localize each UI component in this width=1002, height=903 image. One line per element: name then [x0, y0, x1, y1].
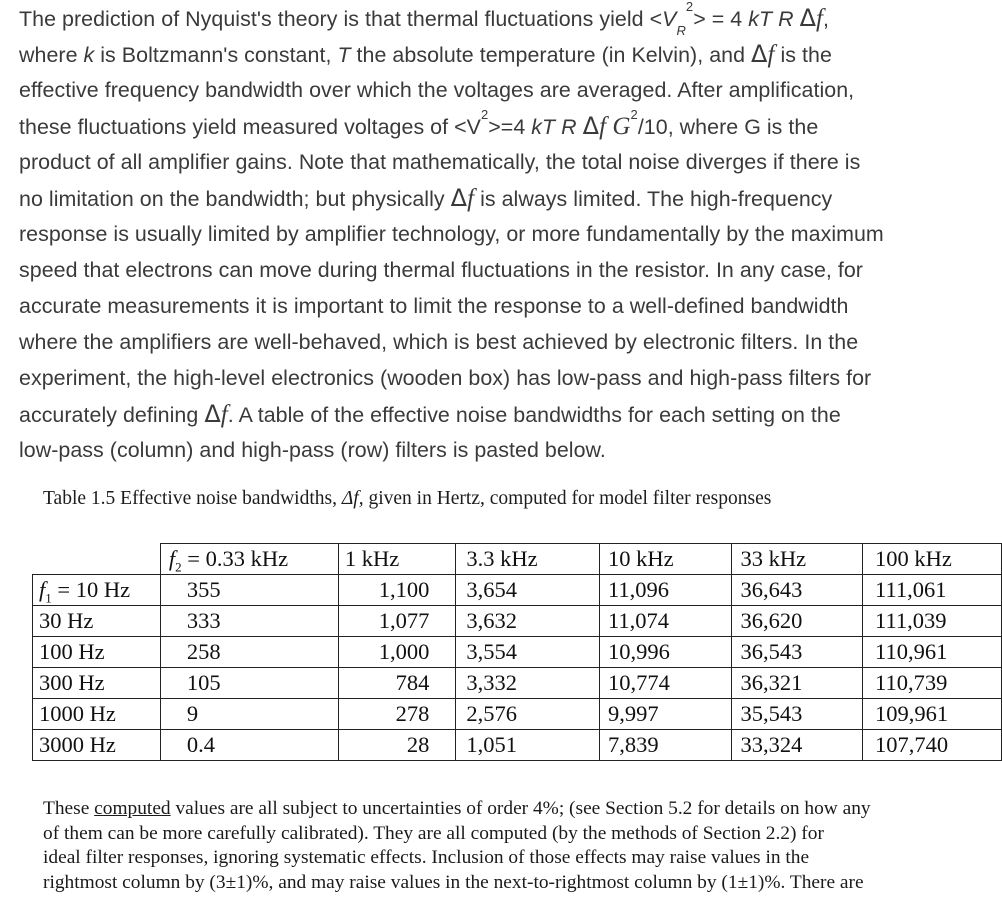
table-cell: 109,961 [863, 699, 1002, 730]
table-cell: 9,997 [599, 699, 732, 730]
table-cell: 10,774 [599, 668, 732, 699]
table-row [33, 730, 1002, 761]
table-cell: 355 [160, 575, 338, 606]
table-cell: 111,061 [863, 575, 1002, 606]
notes-line-1 [43, 797, 983, 822]
table-cell: 3,654 [456, 575, 600, 606]
intro-line-10: where the amplifiers are well-behaved, which is best achieved by electronic filters. In the [19, 330, 859, 354]
intro-var-f: f [816, 5, 824, 32]
table-cell: 28 [338, 730, 455, 761]
row-header: 3000 Hz [33, 730, 161, 761]
table-cell: 3,632 [456, 606, 600, 637]
table-cell: 10,996 [599, 637, 732, 668]
col-first-label: = 0.33 kHz [181, 546, 289, 571]
table-cell: 36,543 [732, 637, 863, 668]
table-row [33, 575, 1002, 606]
col-symbol: f [168, 546, 176, 571]
intro-sup: 2 [480, 106, 489, 122]
column-header: 1 kHz [338, 544, 455, 575]
intro-paragraph [19, 0, 994, 468]
intro-text: is the [774, 43, 832, 67]
notes-underlined: computed [94, 798, 171, 819]
col-symbol-sub: 2 [175, 559, 182, 575]
table-cell: 35,543 [732, 699, 863, 730]
row-symbol: f [39, 577, 46, 602]
intro-text: the absolute temperature (in Kelvin), and [350, 43, 752, 67]
row-header: 1000 Hz [33, 699, 161, 730]
table-cell: 110,961 [863, 637, 1002, 668]
column-header [160, 544, 338, 575]
intro-text: > = 4 [693, 7, 749, 31]
table-cell: 11,074 [599, 606, 732, 637]
caption-symbol: Δf, [341, 488, 364, 509]
table-cell: 7,839 [599, 730, 732, 761]
intro-sub-r: R [676, 23, 686, 39]
table-row [33, 606, 1002, 637]
table-row [33, 637, 1002, 668]
bandwidth-table [32, 543, 1002, 761]
row-symbol-sub: 1 [45, 590, 52, 606]
intro-line-11: experiment, the high-level electronics (wooden box) has low-pass and high-pass filters for [19, 366, 872, 390]
delta-symbol: Δf [204, 400, 228, 428]
intro-var-ktr: kT R [531, 115, 577, 139]
intro-text: is always limited. The high-frequency [474, 187, 833, 211]
intro-text: where [19, 43, 84, 67]
intro-text: no limitation on the bandwidth; but physically [19, 187, 451, 211]
row-header: 300 Hz [33, 668, 161, 699]
intro-line-9: accurate measurements it is important to limit the response to a well-defined bandwidth [19, 294, 849, 318]
table-cell: 3,554 [456, 637, 600, 668]
intro-text: The prediction of Nyquist's theory is that thermal fluctuations yield < [19, 7, 663, 31]
row-header: 100 Hz [33, 637, 161, 668]
notes-line-4: rightmost column by (3±1)%, and may raise values in the next-to-rightmost column by (1±1)%. There are [43, 871, 864, 893]
intro-var-k: k [83, 43, 95, 67]
caption-text: Table 1.5 Effective noise bandwidths, [43, 488, 342, 509]
table-cell: 36,321 [732, 668, 863, 699]
column-header: 100 kHz [863, 544, 1002, 575]
table-notes [43, 797, 983, 895]
intro-var-ktr: kT R [748, 7, 794, 31]
table-cell: 1,077 [338, 606, 455, 637]
intro-var-f: f [220, 401, 228, 428]
table-cell: 258 [160, 637, 338, 668]
intro-line-1 [19, 0, 994, 39]
row-header: 30 Hz [33, 606, 161, 637]
intro-text: , [823, 7, 830, 31]
table-cell: 784 [338, 668, 455, 699]
delta-symbol: Δf [751, 40, 775, 68]
delta-symbol: Δf G [582, 112, 631, 140]
delta-symbol: Δf [799, 4, 824, 32]
table-cell: 110,739 [863, 668, 1002, 699]
table-cell: 3,332 [456, 668, 600, 699]
table-cell: 36,643 [732, 575, 863, 606]
intro-line-6 [19, 180, 994, 216]
table-cell: 1,051 [456, 730, 600, 761]
corner-cell [33, 544, 161, 575]
intro-line-4 [19, 108, 994, 144]
intro-var-fg: f G [599, 113, 631, 140]
intro-var-f: f [767, 41, 775, 68]
notes-text: These [43, 798, 95, 819]
intro-sup: 2 [630, 106, 638, 122]
table-cell: 36,620 [732, 606, 863, 637]
table-header-row [33, 544, 1002, 575]
table-row [33, 699, 1002, 730]
row-header [33, 575, 161, 606]
notes-text: values are all subject to uncertainties of order 4%; (see Section 5.2 for details on how any [170, 798, 871, 819]
intro-line-8: speed that electrons can move during thermal fluctuations in the resistor. In any case, for [19, 258, 863, 282]
intro-line-3: effective frequency bandwidth over which the voltages are averaged. After amplification, [19, 78, 855, 102]
intro-var-v: V [662, 7, 677, 31]
column-header: 33 kHz [732, 544, 863, 575]
table-row [33, 668, 1002, 699]
intro-text: accurately defining [19, 403, 205, 427]
delta-symbol: Δf [450, 184, 475, 212]
intro-text: is Boltzmann's constant, [94, 43, 338, 67]
intro-sup: 2 [685, 0, 694, 14]
intro-line-7: response is usually limited by amplifier technology, or more fundamentally by the maximum [19, 222, 884, 246]
notes-line-2: of them can be more carefully calibrated). They are all computed (by the methods of Section 2.2) for [43, 822, 824, 844]
table-cell: 1,000 [338, 637, 455, 668]
column-header: 3.3 kHz [456, 544, 600, 575]
table-cell: 33,324 [732, 730, 863, 761]
table-cell: 333 [160, 606, 338, 637]
table-cell: 105 [160, 668, 338, 699]
notes-line-3: ideal filter responses, ignoring systematic effects. Inclusion of those effects may raise values in the [43, 847, 810, 868]
intro-line-12 [19, 396, 994, 432]
table-cell: 111,039 [863, 606, 1002, 637]
table-caption [43, 488, 983, 510]
intro-line-5: product of all amplifier gains. Note that mathematically, the total noise diverges if there is [19, 150, 861, 174]
intro-var-t: T [337, 43, 351, 67]
table-cell: 2,576 [456, 699, 600, 730]
caption-text: given in Hertz, computed for model filter responses [363, 488, 772, 509]
row-first-label: = 10 Hz [51, 577, 131, 602]
intro-var-f: f [467, 185, 475, 212]
intro-text: . A table of the effective noise bandwidths for each setting on the [227, 403, 841, 427]
table-cell: 0.4 [160, 730, 338, 761]
table-cell: 9 [160, 699, 338, 730]
intro-text: >=4 [488, 115, 532, 139]
table-cell: 11,096 [599, 575, 732, 606]
column-header: 10 kHz [599, 544, 732, 575]
table-cell: 278 [338, 699, 455, 730]
intro-line-13: low-pass (column) and high-pass (row) filters is pasted below. [19, 438, 606, 462]
intro-line-2 [19, 36, 994, 72]
table-cell: 107,740 [863, 730, 1002, 761]
table-cell: 1,100 [338, 575, 455, 606]
intro-text: these fluctuations yield measured voltages of <V [19, 115, 481, 139]
intro-text: /10, where G is the [637, 115, 819, 139]
